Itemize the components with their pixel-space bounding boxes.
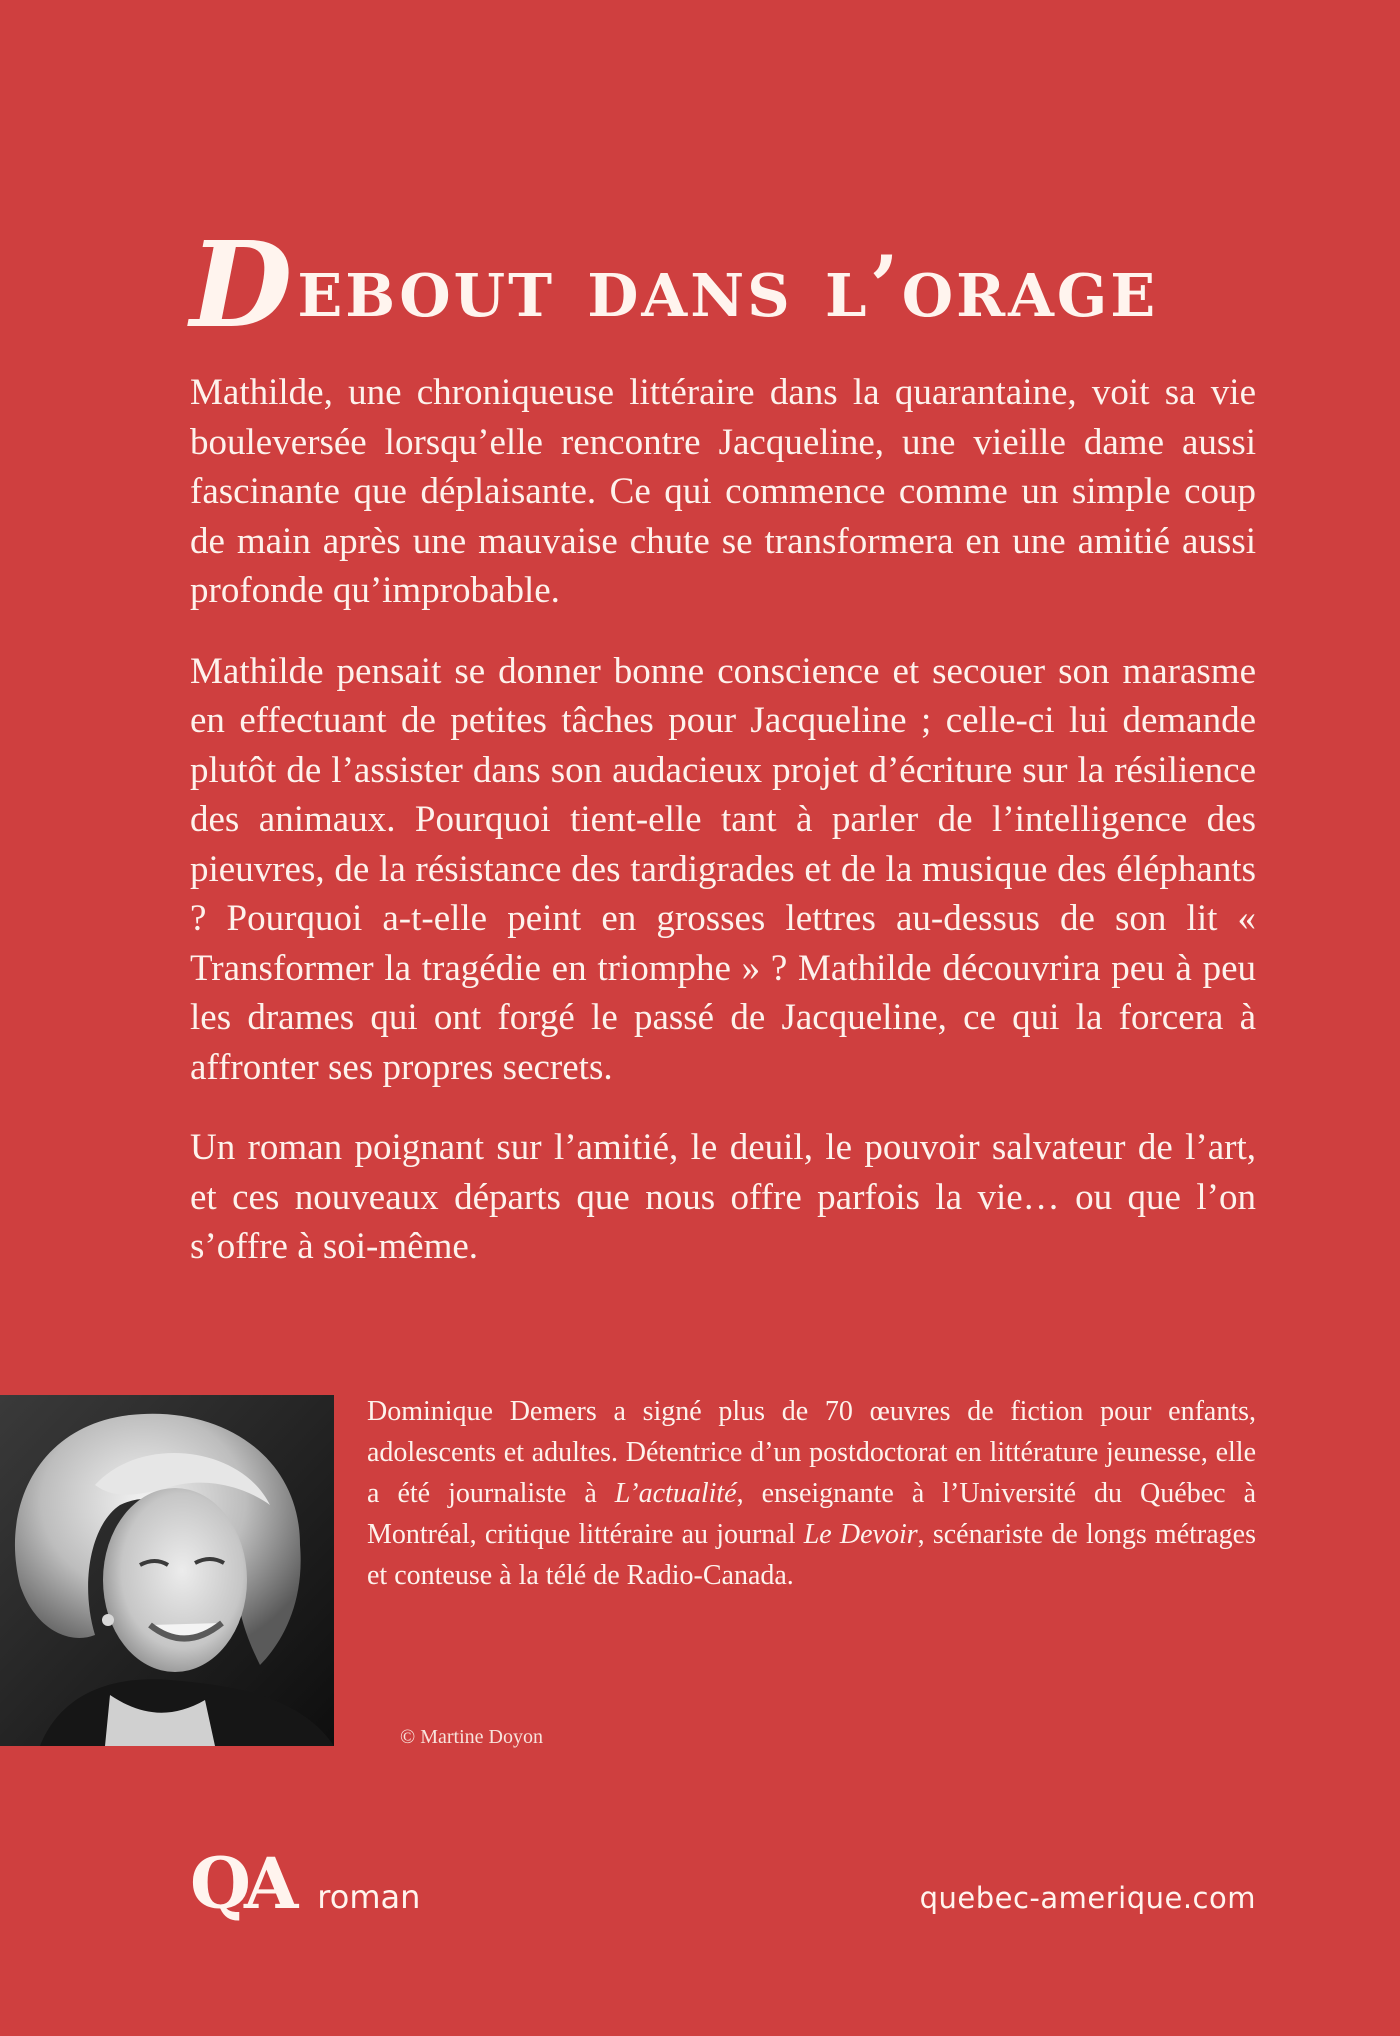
publisher-website: quebec-amerique.com <box>919 1881 1256 1915</box>
bio-magazine-title: L’actualité <box>614 1478 737 1509</box>
title-rest: ebout dans l’orage <box>297 237 1159 337</box>
collection-label: roman <box>317 1878 421 1916</box>
synopsis-paragraph: Mathilde, une chroniqueuse littéraire dans la quarantaine, voit sa vie bouleversée lorsqu’elle rencontre Jacqueline, une vieille dame aussi fascinante que déplaisante. Ce qui commence comme un simple coup de main après une mauvaise chute se transformera en une amitié aussi profonde qu’improbable. <box>190 372 1256 611</box>
synopsis-paragraph: Un roman poignant sur l’amitié, le deuil, le pouvoir salvateur de l’art, et ces nouveaux départs que nous offre parfois la vie… ou que l’on s’offre à soi-même. <box>190 1127 1256 1267</box>
author-photo <box>0 1395 334 1746</box>
publisher-logo-mark: QA <box>190 1842 292 1925</box>
synopsis <box>190 368 1256 1303</box>
photo-credit: © Martine Doyon <box>400 1726 543 1748</box>
bio-text: , enseignante à l’Université du Québec à Montréal, critique littéraire au journal <box>367 1478 1256 1550</box>
title-initial: D <box>190 215 296 355</box>
author-bio <box>367 1391 1256 1596</box>
book-title <box>190 215 1260 355</box>
bio-newspaper-title: Le Devoir <box>803 1519 918 1550</box>
publisher-logo <box>190 1842 420 1925</box>
bio-text: , scénariste de longs métrages et conteuse à la télé de Radio-Canada. <box>367 1519 1256 1591</box>
bio-text: Dominique Demers a signé plus de 70 œuvres de fiction pour enfants, adolescents et adultes. Détentrice d’un postdoctorat en littérature jeunesse, elle a été journaliste à <box>367 1396 1256 1509</box>
synopsis-paragraph: Mathilde pensait se donner bonne conscience et secouer son marasme en effectuant de petites tâches pour Jacqueline ; celle-ci lui demande plutôt de l’assister dans son audacieux projet d’écriture sur la résilience des animaux. Pourquoi tient-elle tant à parler de l’intelligence des pieuvres, de la résistance des tardigrades et de la musique des éléphants ? Pourquoi a-t-elle peint en grosses lettres au-dessus de son lit « Transformer la tragédie en triomphe » ? Mathilde découvrira peu à peu les drames qui ont forgé le passé de Jacqueline, ce qui la forcera à affronter ses propres secrets. <box>190 650 1256 1088</box>
